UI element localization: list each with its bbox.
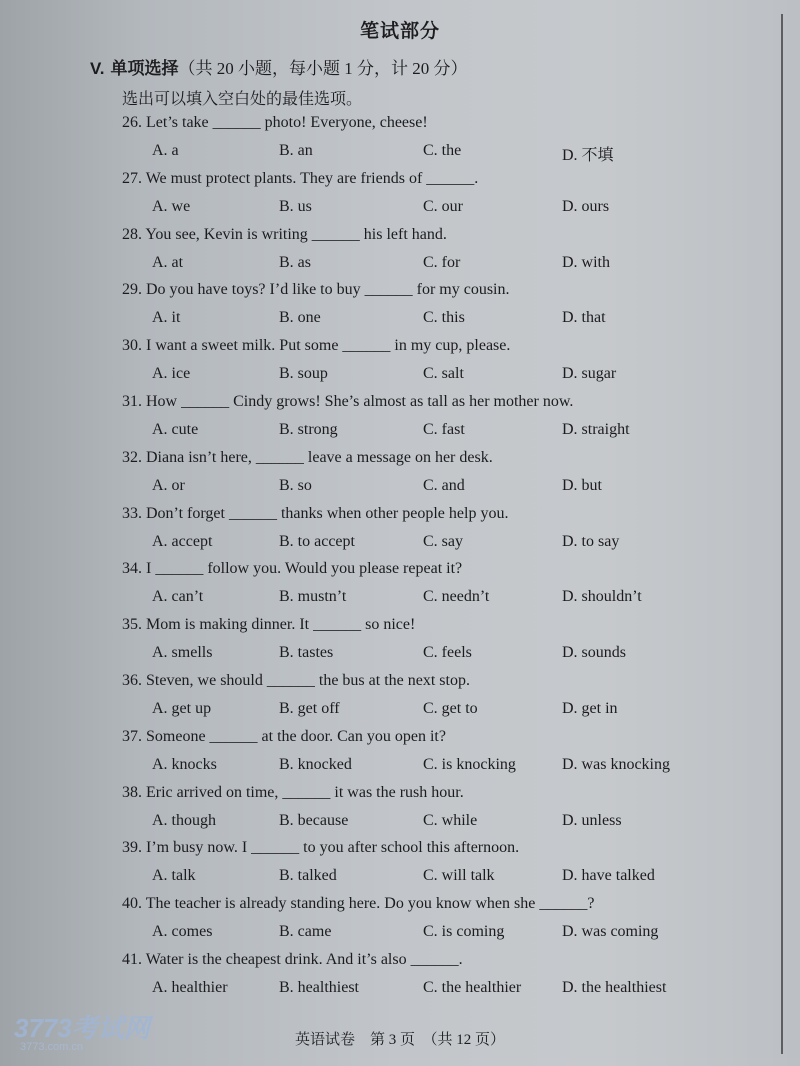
section-name: 单项选择 (110, 59, 179, 78)
section-number: V. (90, 59, 105, 78)
section-instruction: 选出可以填入空白处的最佳选项。 (122, 91, 363, 108)
option-d: D. was coming (562, 923, 659, 940)
option-c: C. needn’t (423, 588, 490, 605)
option-b: B. mustn’t (279, 588, 347, 605)
question-stem: 30. I want a sweet milk. Put some ______ in my cup, please. (122, 337, 511, 354)
option-c: C. our (423, 198, 463, 215)
option-d: D. get in (562, 700, 618, 717)
option-c: C. while (423, 812, 478, 829)
option-b: B. an (279, 142, 313, 159)
question-stem: 29. Do you have toys? I’d like to buy ______ for my cousin. (122, 281, 510, 298)
option-b: B. tastes (279, 644, 334, 661)
option-c: C. this (423, 309, 465, 326)
page-margin-line (781, 14, 783, 1054)
question-stem: 37. Someone ______ at the door. Can you open it? (122, 728, 446, 745)
option-a: A. a (152, 142, 179, 159)
options-row (152, 309, 712, 331)
option-d: D. but (562, 477, 602, 494)
option-b: B. as (279, 254, 311, 271)
options-row (152, 812, 712, 834)
option-c: C. is coming (423, 923, 505, 940)
option-b: B. talked (279, 867, 337, 884)
option-b: B. to accept (279, 533, 355, 550)
option-c: C. fast (423, 421, 465, 438)
options-row (152, 477, 712, 499)
option-d: D. that (562, 309, 606, 326)
option-c: C. and (423, 477, 465, 494)
question-stem: 34. I ______ follow you. Would you please repeat it? (122, 560, 463, 577)
option-a: A. accept (152, 533, 213, 550)
question-stem: 26. Let’s take ______ photo! Everyone, cheese! (122, 114, 428, 131)
option-b: B. knocked (279, 756, 352, 773)
option-c: C. for (423, 254, 461, 271)
option-a: A. though (152, 812, 216, 829)
option-c: C. the healthier (423, 979, 522, 996)
options-row (152, 198, 712, 220)
option-b: B. us (279, 198, 312, 215)
options-row (152, 700, 712, 722)
options-row (152, 421, 712, 443)
question-stem: 27. We must protect plants. They are friends of ______. (122, 170, 479, 187)
option-b: B. soup (279, 365, 328, 382)
option-c: C. feels (423, 644, 472, 661)
option-b: B. because (279, 812, 349, 829)
option-c: C. the (423, 142, 462, 159)
question-stem: 41. Water is the cheapest drink. And it’s also ______. (122, 951, 463, 968)
option-d: D. sounds (562, 644, 627, 661)
option-a: A. at (152, 254, 184, 271)
option-d: D. straight (562, 421, 630, 438)
option-b: B. strong (279, 421, 338, 438)
option-b: B. so (279, 477, 312, 494)
options-row (152, 979, 712, 1001)
option-a: A. cute (152, 421, 199, 438)
watermark-url: 3773.com.cn (20, 1041, 83, 1053)
question-stem: 28. You see, Kevin is writing ______ his left hand. (122, 226, 447, 243)
option-c: C. is knocking (423, 756, 516, 773)
options-row (152, 923, 712, 945)
option-a: A. smells (152, 644, 213, 661)
option-a: A. can’t (152, 588, 204, 605)
section-heading (90, 54, 468, 79)
question-stem: 32. Diana isn’t here, ______ leave a message on her desk. (122, 449, 493, 466)
question-stem: 35. Mom is making dinner. It ______ so nice! (122, 616, 416, 633)
option-a: A. knocks (152, 756, 217, 773)
option-c: C. get to (423, 700, 478, 717)
question-stem: 38. Eric arrived on time, ______ it was the rush hour. (122, 784, 464, 801)
option-d: D. unless (562, 812, 622, 829)
options-row (152, 365, 712, 387)
section-meta: （共 20 小题，每小题 1 分，计 20 分） (178, 59, 468, 78)
option-a: A. or (152, 477, 185, 494)
watermark-logo-text: 3773考试网 (14, 1013, 150, 1043)
option-d: D. ours (562, 198, 610, 215)
question-stem: 39. I’m busy now. I ______ to you after school this afternoon. (122, 839, 520, 856)
option-d: D. sugar (562, 365, 617, 382)
option-c: C. say (423, 533, 463, 550)
options-row (152, 533, 712, 555)
option-d: D. with (562, 254, 610, 271)
question-stem: 40. The teacher is already standing here. Do you know when she ______? (122, 895, 595, 912)
option-d: D. have talked (562, 867, 655, 884)
option-a: A. comes (152, 923, 213, 940)
option-c: C. will talk (423, 867, 495, 884)
option-a: A. we (152, 198, 191, 215)
option-b: B. get off (279, 700, 340, 717)
option-d: D. the healthiest (562, 979, 667, 996)
question-stem: 31. How ______ Cindy grows! She’s almost as tall as her mother now. (122, 393, 574, 410)
option-d: D. shouldn’t (562, 588, 642, 605)
options-row (152, 867, 712, 889)
option-b: B. came (279, 923, 332, 940)
question-stem: 36. Steven, we should ______ the bus at the next stop. (122, 672, 470, 689)
question-stem: 33. Don’t forget ______ thanks when other people help you. (122, 505, 509, 522)
options-row (152, 644, 712, 666)
page-title: 笔试部分 (359, 21, 440, 42)
option-a: A. it (152, 309, 181, 326)
option-d: D. was knocking (562, 756, 670, 773)
option-a: A. get up (152, 700, 212, 717)
option-a: A. ice (152, 365, 191, 382)
option-b: B. healthiest (279, 979, 359, 996)
watermark-logo (14, 1008, 174, 1052)
option-a: A. healthier (152, 979, 228, 996)
options-row (152, 142, 712, 164)
options-row (152, 756, 712, 778)
option-b: B. one (279, 309, 321, 326)
option-d: D. to say (562, 533, 620, 550)
option-d: D. 不填 (562, 147, 614, 164)
option-c: C. salt (423, 365, 464, 382)
option-a: A. talk (152, 867, 196, 884)
options-row (152, 254, 712, 276)
page-footer: 英语试卷 第 3 页 （共 12 页） (294, 1032, 505, 1048)
options-row (152, 588, 712, 610)
